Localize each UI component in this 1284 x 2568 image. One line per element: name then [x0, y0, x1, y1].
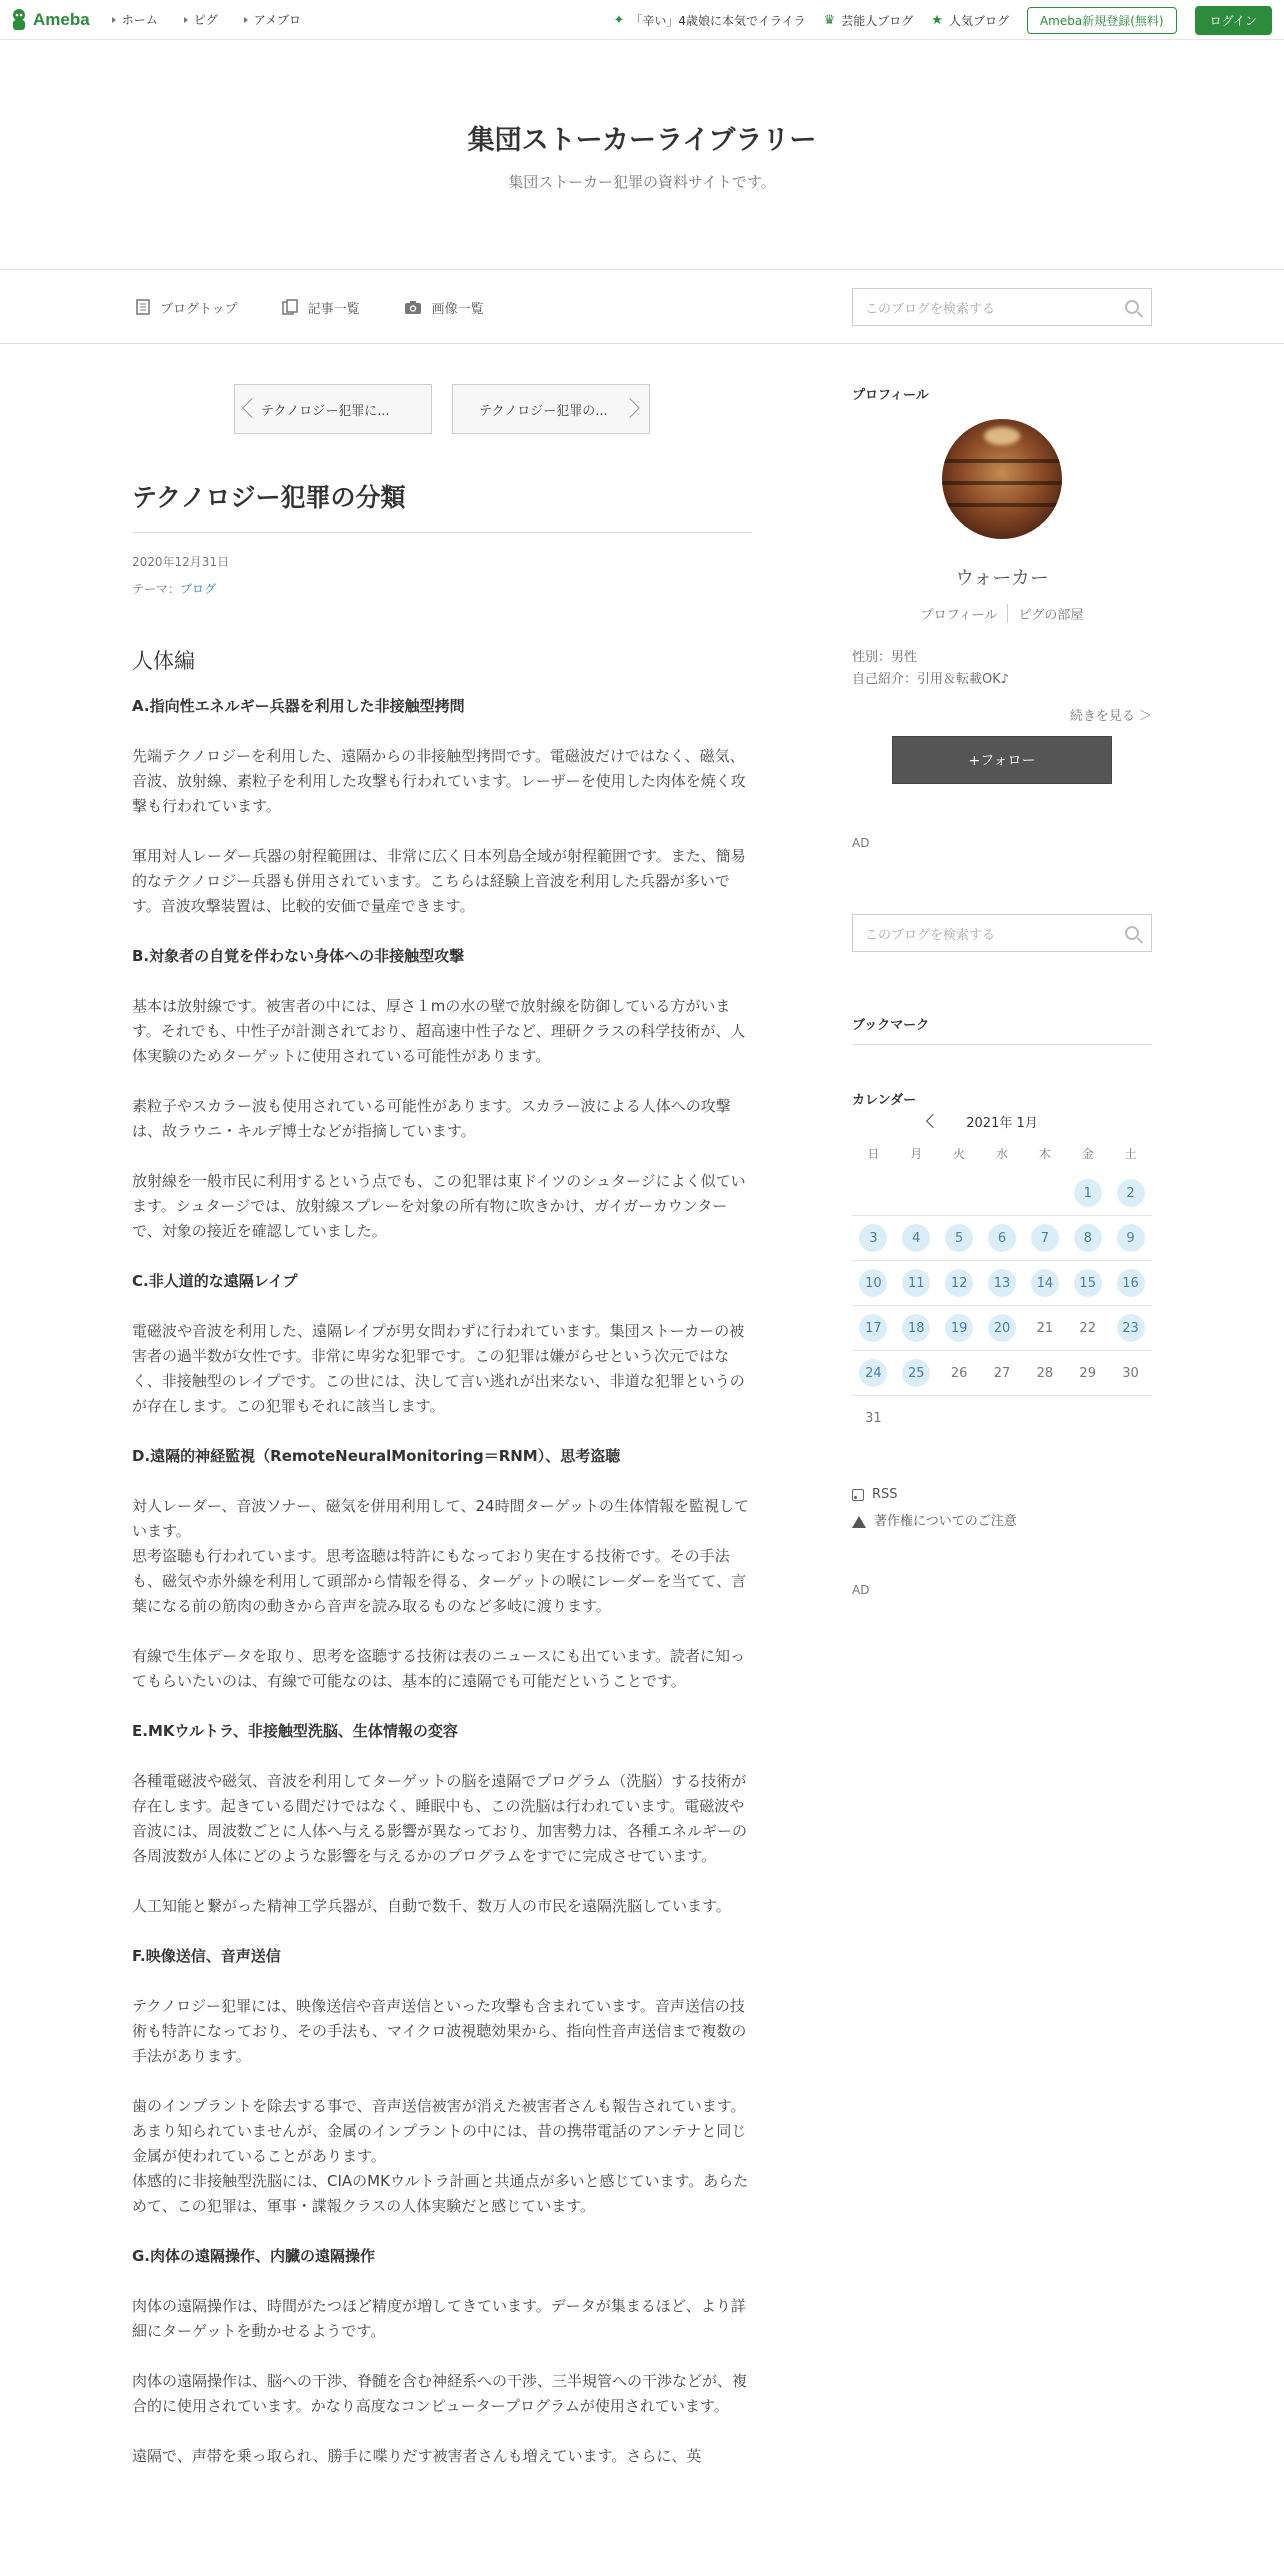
calendar-heading: カレンダー — [852, 1093, 917, 1108]
calendar-header — [852, 1112, 1152, 1131]
calendar-day-number[interactable]: 16 — [1117, 1269, 1145, 1297]
calendar-month: 2021年 1月 — [966, 1116, 1038, 1131]
calendar-day[interactable] — [1109, 1261, 1152, 1306]
subsection-heading: C.非人道的な遠隔レイプ — [132, 1272, 298, 1290]
rss-link[interactable] — [852, 1481, 1152, 1508]
paragraph: 肉体の遠隔操作は、脳への干渉、脊髄を含む神経系への干渉、三半規管への干渉などが、複合的に使用されています。かなり高度なコンピュータープログラムが使用されています。 — [132, 2372, 748, 2415]
subsection-heading: A.指向性エネルギー兵器を利用した非接触型拷問 — [132, 697, 465, 715]
calendar-day[interactable] — [938, 1216, 981, 1261]
sidebar — [852, 384, 1152, 1597]
calendar-day — [938, 1171, 981, 1216]
camera-icon — [404, 300, 422, 315]
popular-blog-label: 人気ブログ — [948, 13, 1009, 28]
calendar-day-number[interactable]: 13 — [988, 1269, 1016, 1297]
calendar-day[interactable] — [852, 1351, 895, 1396]
chevron-right-icon — [112, 17, 116, 23]
entry-theme-prefix: テーマ： — [132, 582, 181, 596]
calendar-weekday: 月 — [910, 1147, 923, 1161]
calendar-day-number[interactable]: 5 — [945, 1224, 973, 1252]
profile-name[interactable]: ウォーカー — [955, 567, 1049, 589]
calendar-day-number — [859, 1179, 887, 1207]
sidebar-search-input[interactable] — [852, 914, 1152, 952]
calendar-day — [1109, 1351, 1152, 1396]
profile-intro: 自己紹介：引用＆転載OK♪ — [852, 672, 1010, 687]
bookmark-heading: ブックマーク — [852, 1018, 930, 1033]
article-pager — [234, 384, 752, 434]
entry-title[interactable]: テクノロジー犯罪の分類 — [132, 478, 752, 533]
calendar-day[interactable] — [938, 1306, 981, 1351]
prev-article-label: テクノロジー犯罪に... — [261, 403, 390, 419]
divider — [852, 1033, 1152, 1045]
calendar-day[interactable] — [1023, 1261, 1066, 1306]
calendar-day-number — [945, 1179, 973, 1207]
calendar-day[interactable] — [981, 1306, 1024, 1351]
calendar-day — [1066, 1306, 1109, 1351]
document-icon — [136, 299, 150, 315]
entry-theme-link[interactable]: ブログ — [180, 582, 217, 596]
trending-link[interactable] — [613, 12, 805, 29]
entry-theme — [132, 580, 752, 597]
calendar-day-number — [988, 1179, 1016, 1207]
entry-body — [132, 649, 752, 2469]
calendar-day-number[interactable]: 20 — [988, 1314, 1016, 1342]
calendar-day[interactable] — [1066, 1216, 1109, 1261]
calendar-day-number[interactable]: 14 — [1031, 1269, 1059, 1297]
prev-article-button[interactable] — [234, 384, 432, 434]
sparkle-icon: ✦ — [613, 12, 625, 28]
calendar-day-number: 28 — [1036, 1365, 1054, 1381]
read-more-link[interactable]: 続きを見る ＞ — [1069, 709, 1152, 724]
calendar-weekday: 水 — [995, 1147, 1008, 1161]
celebrity-blog-label: 芸能人ブログ — [841, 13, 914, 28]
calendar-grid — [852, 1137, 1152, 1441]
paragraph: 各種電磁波や磁気、音波を利用してターゲットの脳を遠隔でプログラム（洗脳）する技術が存在します。起きている間だけではなく、睡眠中も、この洗脳は行われています。電磁波や音波には、周波数ごとに人体へ与える影響が異なっており、加害勢力は、各種エネルギーの各周波数が人体にどのような影響を与えるかのプログラムをすでに完成させています。 — [132, 1772, 748, 1865]
ad-label: AD — [852, 836, 870, 850]
calendar-day-number[interactable]: 23 — [1117, 1314, 1145, 1342]
entry-date: 2020年12月31日 — [132, 555, 230, 569]
calendar-day[interactable] — [981, 1216, 1024, 1261]
profile-heading: プロフィール — [852, 388, 929, 403]
calendar-day-number[interactable]: 3 — [859, 1224, 887, 1252]
calendar-day — [1023, 1351, 1066, 1396]
chevron-left-icon — [242, 398, 262, 418]
calendar-day-number[interactable]: 1 — [1074, 1179, 1102, 1207]
section-title: 人体編 — [132, 649, 195, 673]
chevron-left-icon[interactable] — [926, 1114, 940, 1128]
calendar-day — [852, 1396, 895, 1441]
calendar-day-number[interactable]: 6 — [988, 1224, 1016, 1252]
nav-ameblo[interactable] — [244, 11, 301, 28]
calendar-day[interactable] — [1066, 1261, 1109, 1306]
calendar-day[interactable] — [895, 1351, 938, 1396]
star-icon: ★ — [931, 12, 943, 28]
calendar-day-number — [1031, 1179, 1059, 1207]
nav-image-list-label: 画像一覧 — [431, 301, 484, 317]
list-icon — [282, 299, 298, 315]
paragraph: 素粒子やスカラー波も使用されている可能性があります。スカラー波による人体への攻撃は、故ラウニ・キルデ博士などが指摘しています。 — [132, 1097, 731, 1140]
subsection-heading: F.映像送信、音声送信 — [132, 1947, 281, 1965]
sidebar-search-placeholder: このブログを検索する — [865, 927, 996, 943]
article — [132, 384, 752, 2494]
nav-home[interactable] — [112, 11, 158, 28]
profile-gender: 性別：男性 — [852, 650, 918, 665]
calendar-day — [938, 1351, 981, 1396]
blog-title[interactable]: 集団ストーカーライブラリー — [467, 124, 817, 156]
calendar-weekday: 金 — [1081, 1147, 1094, 1161]
calendar-day-number: 29 — [1079, 1365, 1096, 1381]
calendar-day — [981, 1351, 1024, 1396]
calendar-day-number[interactable]: 4 — [902, 1224, 930, 1252]
nav-pigg[interactable] — [184, 11, 218, 28]
blog-search-placeholder: このブログを検索する — [865, 301, 996, 317]
nav-article-list-label: 記事一覧 — [307, 301, 360, 317]
sidebar-links — [852, 1481, 1152, 1535]
calendar-day — [1066, 1351, 1109, 1396]
paragraph: 軍用対人レーダー兵器の射程範囲は、非常に広く日本列島全域が射程範囲です。また、簡易的なテクノロジー兵器も併用されています。こちらは経験上音波を利用した兵器が多いです。音波攻撃装置は、比較的安価で量産できます。 — [132, 847, 746, 915]
calendar-weekday: 木 — [1038, 1147, 1051, 1161]
calendar-day-number[interactable]: 25 — [902, 1359, 930, 1387]
blog-header — [0, 40, 1284, 270]
paragraph: 肉体の遠隔操作は、時間がたつほど精度が増してきています。データが集まるほど、より詳細にターゲットを動かせるようです。 — [132, 2297, 746, 2340]
blog-search-input[interactable] — [852, 288, 1152, 326]
ameba-mascot-icon — [10, 8, 28, 32]
calendar-day[interactable] — [1109, 1171, 1152, 1216]
copyright-label: 著作権についてのご注意 — [874, 1514, 1017, 1529]
calendar-day-number[interactable]: 24 — [859, 1359, 887, 1387]
profile-info — [852, 647, 1152, 691]
calendar-day-number[interactable]: 8 — [1074, 1224, 1102, 1252]
pigg-room-link[interactable]: ピグの部屋 — [1007, 604, 1093, 623]
chevron-right-icon — [620, 398, 640, 418]
calendar-day — [1023, 1306, 1066, 1351]
calendar-day[interactable] — [1109, 1306, 1152, 1351]
ameba-logo[interactable] — [10, 8, 90, 32]
blog-description: 集団ストーカー犯罪の資料サイトです。 — [508, 172, 776, 191]
register-button[interactable]: Ameba新規登録(無料) — [1027, 7, 1177, 34]
rss-icon — [852, 1489, 864, 1501]
paragraph: 歯のインプラントを除去する事で、音声送信被害が消えた被害者さんも報告されています。あまり知られていませんが、金属のインプラントの中には、昔の携帯電話のアンテナと同じ金属が使われていることがあります。 体感的に非接触型洗脳には、CIAのMKウルトラ計画と共通点が多いと感じています。あらためて、この犯罪は、軍事・諜報クラスの人体実験だと感じています。 — [132, 2097, 749, 2215]
calendar-day-number: 22 — [1079, 1320, 1096, 1336]
nav-article-list[interactable] — [282, 298, 360, 317]
calendar-day-number[interactable]: 10 — [859, 1269, 887, 1297]
crown-icon: ♛ — [823, 12, 836, 28]
calendar-day — [895, 1171, 938, 1216]
avatar[interactable] — [942, 419, 1062, 539]
paragraph: 先端テクノロジーを利用した、遠隔からの非接触型拷問です。電磁波だけではなく、磁気、音波、放射線、素粒子を利用した攻撃も行われています。レーザーを使用した肉体を焼く攻撃も行われています。 — [132, 747, 746, 815]
nav-pigg-label: ピグ — [193, 13, 218, 27]
calendar-day-number[interactable]: 17 — [859, 1314, 887, 1342]
chevron-right-icon — [244, 17, 248, 23]
calendar-weekday: 火 — [953, 1147, 966, 1161]
calendar-day[interactable] — [852, 1216, 895, 1261]
subsection-heading: E.MKウルトラ、非接触型洗脳、生体情報の変容 — [132, 1722, 458, 1740]
profile-link[interactable]: プロフィール — [920, 608, 998, 623]
calendar-day-number[interactable]: 12 — [945, 1269, 973, 1297]
calendar-day[interactable] — [1109, 1216, 1152, 1261]
paragraph: 基本は放射線です。被害者の中には、厚さ１mの水の壁で放射線を防御している方がいます。それでも、中性子が計測されており、超高速中性子など、理研クラスの科学技術が、人体実験のためターゲットに使用されている可能性があります。 — [132, 997, 746, 1065]
subsection-heading: G.肉体の遠隔操作、内臓の遠隔操作 — [132, 2247, 376, 2265]
rss-label: RSS — [872, 1487, 898, 1502]
ad-label-2: AD — [852, 1583, 870, 1597]
next-article-button[interactable] — [452, 384, 650, 434]
celebrity-blog-link[interactable] — [824, 12, 914, 29]
header-right — [613, 0, 1272, 40]
calendar-day[interactable] — [895, 1306, 938, 1351]
paragraph: テクノロジー犯罪には、映像送信や音声送信といった攻撃も含まれています。音声送信の技術も特許になっており、その手法も、マイクロ波視聴効果から、指向性音声送信まで複数の手法があります。 — [132, 1997, 747, 2065]
nav-blog-top[interactable] — [136, 298, 238, 317]
chevron-right-icon — [184, 17, 188, 23]
calendar-day-number: 30 — [1122, 1365, 1139, 1381]
profile-links — [852, 604, 1152, 623]
copyright-link[interactable] — [852, 1508, 1152, 1535]
trending-label: 「辛い」4歳娘に本気でイライラ — [630, 13, 806, 28]
search-icon[interactable] — [1125, 926, 1139, 940]
paragraph: 電磁波や音波を利用した、遠隔レイプが男女問わずに行われています。集団ストーカーの被害者の過半数が女性です。非常に卑劣な犯罪です。この犯罪は嫌がらせという次元ではなく、非接触型のレイプです。この世には、決して言い逃れが出来ない、非道な犯罪というのが存在します。この犯罪もそれに該当します。 — [132, 1322, 745, 1415]
calendar-day — [852, 1171, 895, 1216]
calendar-day[interactable] — [895, 1261, 938, 1306]
calendar-day[interactable] — [1023, 1216, 1066, 1261]
calendar-day-number — [902, 1179, 930, 1207]
calendar-day[interactable] — [981, 1261, 1024, 1306]
paragraph: 人工知能と繋がった精神工学兵器が、自動で数千、数万人の市民を遠隔洗脳しています。 — [132, 1897, 731, 1915]
calendar-day[interactable] — [1066, 1171, 1109, 1216]
nav-ameblo-label: アメブロ — [253, 13, 301, 27]
calendar-day-number[interactable]: 7 — [1031, 1224, 1059, 1252]
calendar-day-number: 31 — [865, 1411, 882, 1426]
global-nav — [112, 11, 301, 28]
warning-icon — [852, 1516, 866, 1528]
popular-blog-link[interactable] — [931, 12, 1009, 29]
nav-home-label: ホーム — [121, 13, 158, 27]
subsection-heading: D.遠隔的神経監視（RemoteNeuralMonitoring＝RNM）、思考盗聴 — [132, 1447, 621, 1465]
calendar-weekday: 日 — [867, 1147, 880, 1161]
calendar-day-number: 26 — [950, 1365, 968, 1381]
subsection-heading: B.対象者の自覚を伴わない身体への非接触型攻撃 — [132, 947, 465, 965]
calendar-day[interactable] — [852, 1306, 895, 1351]
calendar-day-number[interactable]: 9 — [1117, 1224, 1145, 1252]
global-header — [0, 0, 1284, 40]
calendar-day-number[interactable]: 2 — [1117, 1179, 1145, 1207]
calendar-day[interactable] — [938, 1261, 981, 1306]
nav-image-list[interactable] — [404, 298, 484, 317]
paragraph: 放射線を一般市民に利用するという点でも、この犯罪は東ドイツのシュタージによく似ています。シュタージでは、放射線スプレーを対象の所有物に吹きかけ、ガイガーカウンターで、対象の接近を確認していました。 — [132, 1172, 746, 1240]
calendar-day-number: 27 — [993, 1365, 1011, 1381]
calendar-day-number[interactable]: 18 — [902, 1314, 930, 1342]
calendar-day-number: 21 — [1036, 1320, 1054, 1336]
search-icon[interactable] — [1125, 300, 1139, 314]
calendar-day — [981, 1171, 1024, 1216]
calendar-day[interactable] — [895, 1216, 938, 1261]
login-button[interactable]: ログイン — [1195, 6, 1272, 35]
nav-blog-top-label: ブログトップ — [160, 301, 238, 317]
follow-button[interactable]: +フォロー — [892, 736, 1112, 784]
logo-text: Ameba — [33, 9, 90, 29]
blog-nav — [0, 270, 1284, 344]
calendar-day — [1023, 1171, 1066, 1216]
calendar-day-number[interactable]: 15 — [1074, 1269, 1102, 1297]
calendar-day[interactable] — [852, 1261, 895, 1306]
calendar-day-number[interactable]: 19 — [945, 1314, 973, 1342]
calendar-day-number[interactable]: 11 — [902, 1269, 930, 1297]
calendar-weekday: 土 — [1124, 1147, 1137, 1161]
paragraph: 有線で生体データを取り、思考を盗聴する技術は表のニュースにも出ています。読者に知ってもらいたいのは、有線で可能なのは、基本的に遠隔でも可能だということです。 — [132, 1647, 746, 1690]
next-article-label: テクノロジー犯罪の... — [479, 403, 608, 419]
paragraph: 遠隔で、声帯を乗っ取られ、勝手に喋りだす被害者さんも増えています。さらに、英 — [132, 2447, 702, 2465]
paragraph: 対人レーダー、音波ソナー、磁気を併用利用して、24時間ターゲットの生体情報を監視しています。 思考盗聴も行われています。思考盗聴は特許にもなっており実在する技術です。その手法も、磁気や赤外線を利用して頭部から情報を得る、ターゲットの喉にレーダーを当てて、言葉になる前の筋肉の動きから音声を読み取るものなど多岐に渡ります。 — [132, 1497, 749, 1615]
